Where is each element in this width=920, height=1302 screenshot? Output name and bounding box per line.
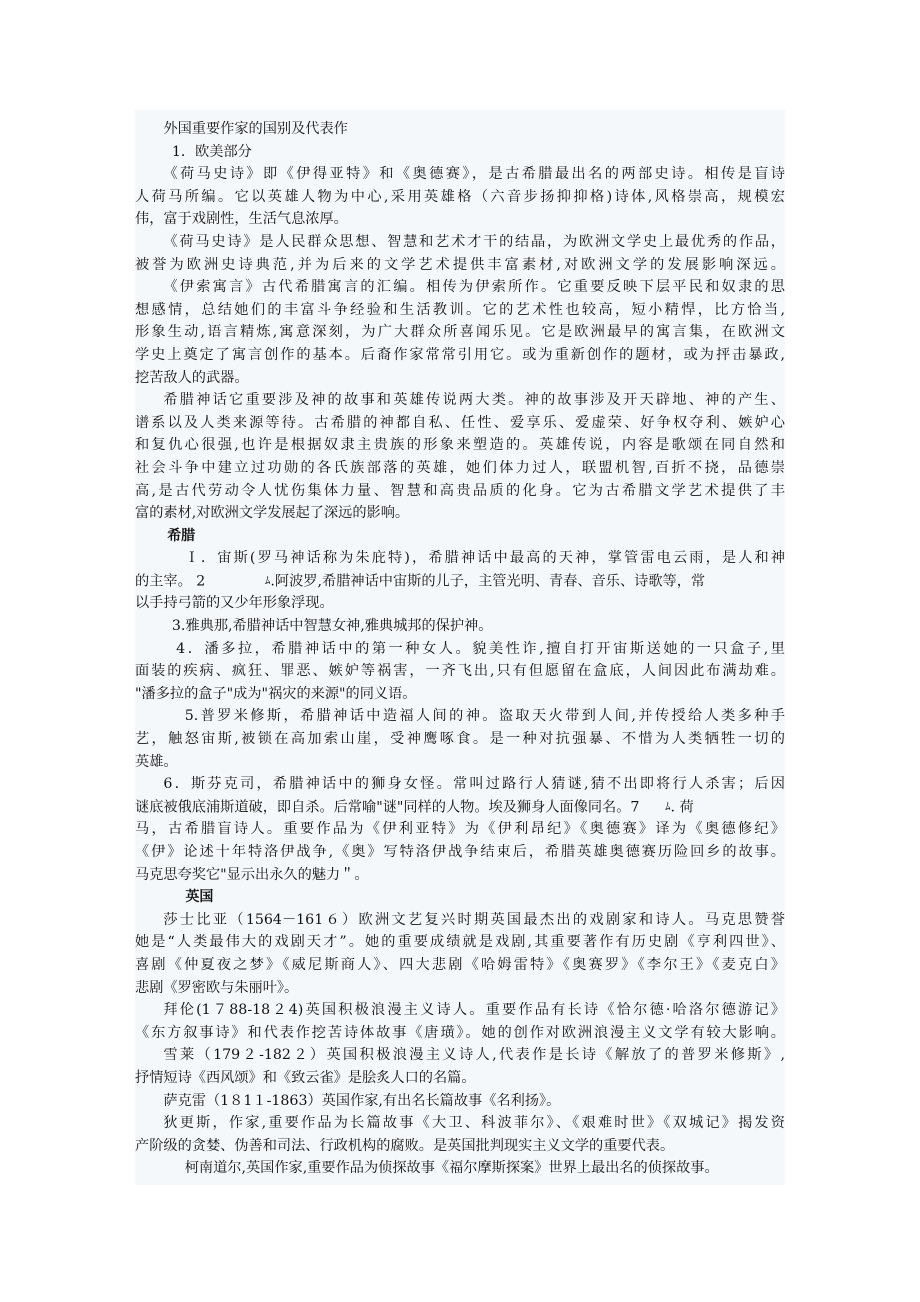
paragraph-line: 4．潘多拉，希腊神话中的第一种女人。貌美性诈,擅自打开宙斯送她的一只盒子,里 (176, 640, 785, 657)
document-title: 外国重要作家的国别及代表作 (163, 121, 348, 137)
paragraph-line: 《东方叙事诗》和代表作挖苦诗体故事《唐璜》。她的创作对欧洲浪漫主义文学有较大影响。 (135, 1024, 785, 1041)
paragraph-line: Ｉ．宙斯(罗马神话称为朱庇特)，希腊神话中最高的天神，掌管雷电云雨，是人和神 (184, 550, 785, 567)
paragraph-line: 悲剧《罗密欧与朱丽叶》。 (135, 979, 299, 996)
list-marker-icon: ﾑ (264, 573, 271, 587)
paragraph-line: 她是“人类最伟大的戏剧天才”。她的重要成绩就是戏剧,其重要著作有历史剧《亨利四世》、 (135, 934, 785, 951)
list-marker-icon: ﾑ (665, 799, 671, 813)
apollo-text: .阿波罗,希腊神话中宙斯的儿子，主管光明、青春、音乐、诗歌等，常 (270, 573, 706, 590)
homer-start-text: . 荷 (670, 799, 694, 816)
paragraph-line: 柯南道尔,英国作家,重要作品为侦探故事《福尔摩斯探案》世界上最出名的侦探故事。 (184, 1160, 719, 1177)
paragraph-line: 谱系以及人类来源等待。古希腊的神都自私、任性、爱享乐、爱虚荣、好争权夺利、嫉妒心 (135, 414, 785, 431)
document-page (135, 110, 785, 1185)
paragraph-line (135, 796, 785, 819)
paragraph-line: 马，古希腊盲诗人。重要作品为《伊利亚特》为《伊利昂纪》《奥德赛》译为《奥德修纪》 (135, 821, 785, 838)
sphinx-text: 谜底被俄底浦斯道破，即自杀。后常喻"谜"同样的人物。埃及狮身人面像同名。7 (135, 799, 640, 816)
zeus-text: 的主宰。 2 (135, 573, 206, 590)
paragraph-line: 《伊》论述十年特洛伊战争,《奥》写特洛伊战争结束后，希腊英雄奥德赛历险回乡的故事。 (135, 844, 785, 860)
paragraph-line: 萨克雷（1８1１-1863）英国作家,有出名长篇故事《名利扬》。 (163, 1092, 561, 1109)
paragraph-line: 3.雅典那,希腊神话中智慧女神,雅典城邦的保护神。 (171, 618, 493, 635)
paragraph-line: "潘多拉的盒子"成为"祸灾的来源"的同义语。 (135, 685, 417, 702)
paragraph-line: 社会斗争中建立过功勋的各氏族部落的英雄，她们体力过人，联盟机智,百折不挠，品德崇 (135, 459, 785, 476)
paragraph-line: 学史上奠定了寓言创作的基本。后裔作家常常引用它。或为重新创作的题材，或为抨击暴政, (135, 346, 785, 363)
paragraph-line: 狄更斯，作家,重要作品为长篇故事《大卫、科波菲尔》、《艰难时世》《双城记》揭发资 (163, 1115, 785, 1132)
paragraph-line: 马克思夸奖它"显示出永久的魅力＂。 (135, 866, 369, 883)
heading-greece: 希腊 (167, 527, 196, 544)
paragraph-line: 莎士比亚（1564－161６）欧洲文艺复兴时期英国最杰出的戏剧家和诗人。马克思赞誉 (163, 911, 785, 928)
section-heading: 1．欧美部分 (171, 143, 252, 160)
paragraph-line: 拜伦(1７88-18２4)英国积极浪漫主义诗人。重要作品有长诗《恰尔德·哈洛尔德游记》 (163, 1002, 785, 1019)
paragraph-line: 雪莱（179２-182２）英国积极浪漫主义诗人,代表作是长诗《解放了的普罗米修斯》, (163, 1047, 785, 1064)
paragraph-line: 6．斯芬克司，希腊神话中的狮身女怪。常叫过路行人猜谜,猜不出即将行人杀害；后因 (163, 776, 785, 793)
paragraph-line: 《伊索寓言》古代希腊寓言的汇编。相传为伊索所作。它重要反映下层平民和奴隶的思 (163, 279, 785, 296)
paragraph-line: 艺，触怒宙斯,被锁在高加索山崖，受神鹰啄食。是一种对抗强暴、不惜为人类牺牲一切的 (135, 731, 785, 748)
paragraph-line: 形象生动,语言精炼,寓意深刻，为广大群众所喜闻乐见。它是欧洲最早的寓言集，在欧洲文 (135, 324, 785, 341)
heading-england: 英国 (185, 889, 214, 906)
paragraph-line: 被誉为欧洲史诗典范,并为后来的文学艺术提供丰富素材,对欧洲文学的发展影响深远。 (135, 256, 785, 273)
paragraph-line: 想感情，总结她们的丰富斗争经验和生活教训。它的艺术性也较高，短小精悍，比方恰当, (135, 301, 785, 318)
paragraph-line: 产阶级的贪婪、伪善和司法、行政机构的腐败。是英国批判现实主义文学的重要代表。 (135, 1137, 675, 1154)
paragraph-line: 英雄。 (135, 753, 178, 770)
paragraph-line: 希腊神话它重要涉及神的故事和英雄传说两大类。神的故事涉及开天辟地、神的产生、 (163, 392, 785, 409)
paragraph-line (135, 570, 785, 593)
paragraph-line: 和复仇心很强,也许是根据奴隶主贵族的形象来塑造的。英雄传说，内容是歌颂在同自然和 (135, 437, 785, 454)
paragraph-line: 《荷马史诗》是人民群众思想、智慧和艺术才干的结晶，为欧洲文学史上最优秀的作品， (163, 233, 785, 250)
paragraph-line: 5.普罗米修斯，希腊神话中造福人间的神。盗取天火带到人间,并传授给人类多种手 (184, 708, 785, 725)
paragraph-line: 高,是古代劳动令人忧伤集体力量、智慧和高贵品质的化身。它为古希腊文学艺术提供了丰 (135, 482, 785, 499)
paragraph-line: 人荷马所编。它以英雄人物为中心,采用英雄格（六音步扬抑抑格)诗体,风格崇高，规模宏 (135, 188, 785, 205)
paragraph-line: 面装的疾病、疯狂、罪恶、嫉妒等祸害，一齐飞出,只有但愿留在盒底，人间因此布满劫难。 (135, 663, 785, 680)
paragraph-line: 《荷马史诗》即《伊得亚特》和《奥德赛》，是古希腊最出名的两部史诗。相传是盲诗 (163, 166, 785, 183)
paragraph-line: 挖苦敌人的武器。 (135, 369, 249, 386)
paragraph-line: 喜剧《仲夏夜之梦》《威尼斯商人》、四大悲剧《哈姆雷特》《奥赛罗》《李尔王》《麦克白》 (135, 956, 785, 973)
paragraph-line: 伟，富于戏剧性，生活气息浓厚。 (135, 211, 348, 228)
paragraph-line: 抒情短诗《西风颂》和《致云雀》是脍炙人口的名篇。 (135, 1069, 476, 1086)
paragraph-line: 富的素材,对欧洲文学发展起了深远的影响。 (135, 505, 410, 522)
paragraph-line: 以手持弓箭的又少年形象浮现。 (135, 595, 334, 612)
